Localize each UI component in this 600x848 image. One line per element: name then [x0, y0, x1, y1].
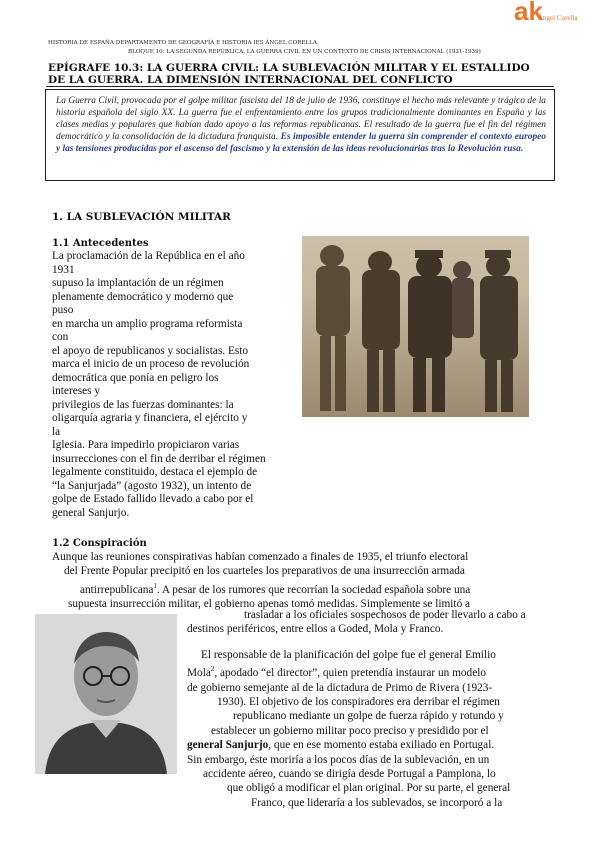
text-line: plenamente democrático y moderno que: [52, 290, 234, 303]
text-line: insurrecciones con el fin de derribar el régimen: [52, 452, 266, 465]
intro-box: [45, 89, 555, 181]
intro-text: [56, 95, 546, 155]
text-line: con: [52, 331, 69, 343]
text-line: en marcha un amplio programa reformista: [52, 317, 243, 330]
intro-highlight: Es imposible entender la guerra sin comprender el contexto europeo y las tensiones producidas por el ascenso del fascismo y la extensión de las ideas revolucionarias tras la Revolución rusa.: [56, 132, 546, 154]
text-line: general Sanjurjo.: [52, 506, 130, 519]
intro-body: La Guerra Civil, provocada por el golpe militar fascista del 18 de julio de 1936, constituye el hecho más relevante y trágico de la historia española del siglo XX. La guerra fue el enfrentamiento entre los grupos tradicionalmente dominantes en España y las clases medias y populares que habían dado apoyo a las reformas republicanas. El resultado de la guerra fue el fin del régimen democrático y la consolidación de la dictadura franquista.: [56, 96, 546, 142]
text-fragment-bold: general Sanjurjo: [187, 739, 269, 752]
text-line: Iglesia. Para impedirlo propiciaron varias: [52, 439, 240, 451]
text-line: Sin embargo, éste moriría a los pocos días de la sublevación, en un: [187, 753, 490, 766]
text-line: golpe de Estado fallido llevado a cabo por el: [52, 493, 254, 505]
footnote-ref: 2: [210, 665, 215, 674]
text-line: que obligó a modificar el plan original. Por su parte, el general: [227, 782, 511, 795]
antecedentes-title: 1.1 Antecedentes: [52, 238, 149, 249]
mola-portrait-illustration: [35, 614, 177, 774]
text-line: el apoyo de republicanos y socialistas. Esto: [52, 344, 249, 357]
text-fragment: , apodado “el director”, quien pretendía instaurar un modelo: [214, 667, 487, 680]
conspiracion-text-right-2: [187, 648, 510, 810]
text-line: del Frente Popular precipitó en los cuarteles los preparativos de una insurrección armada: [64, 565, 465, 578]
officers-photo-illustration: [302, 236, 529, 417]
text-line: oligarquía agraria y financiera, el ejército y: [52, 412, 248, 424]
text-line: privilegios de las fuerzas dominantes: la: [52, 398, 234, 411]
text-fragment: , que en ese momento estaba exiliado en Portugal.: [268, 739, 495, 752]
officers-photo: [302, 236, 529, 417]
text-line: Franco, que lideraría a los sublevados, se incorporó a la: [251, 796, 503, 809]
text-line: republicano mediante un golpe de fuerza rápido y rotundo y: [233, 710, 504, 723]
text-line: accidente aéreo, cuando se dirigía desde Portugal a Pamplona, lo: [203, 768, 496, 781]
footnote-ref: 1: [153, 581, 157, 590]
text-fragment: . A pesar de los rumores que recorrían la sociedad española sobre una: [156, 583, 471, 596]
text-line: Aunque las reuniones conspirativas habían comenzado a finales de 1935, el triunfo electoral: [52, 551, 469, 563]
conspiracion-text-full: [52, 550, 470, 611]
intro-box-top-rule: [46, 86, 554, 87]
logo-mark: ak: [514, 0, 543, 26]
logo: [514, 0, 578, 26]
mola-portrait: [35, 614, 177, 774]
text-line: la: [52, 425, 61, 438]
logo-caption: Ángel Corella: [538, 14, 578, 22]
text-line: 1931: [52, 263, 75, 276]
antecedentes-text: [52, 250, 312, 520]
text-fragment: Mola: [187, 667, 211, 680]
conspiracion-text-right: [187, 608, 526, 637]
section-title: 1. LA SUBLEVACIÓN MILITAR: [52, 211, 231, 223]
text-line: puso: [52, 304, 74, 316]
text-line: destinos periféricos, entre ellos a Goded, Mola y Franco.: [187, 623, 444, 636]
text-line: El responsable de la planificación del golpe fue el general Emilio: [201, 649, 496, 661]
text-line: supuso la implantación de un régimen: [52, 277, 224, 289]
conspiracion-title: 1.2 Conspiración: [52, 538, 147, 549]
text-line: supuesta insurrección militar, el gobierno apenas tomó medidas. Simplemente se limitó a: [68, 597, 471, 610]
text-line: marca el inicio de un proceso de revolución: [52, 358, 250, 370]
text-line: establecer un gobierno militar poco preciso y presidido por el: [211, 724, 489, 737]
text-line: democrática que ponía en peligro los: [52, 371, 219, 384]
text-line: legalmente constituido, destaca el ejemplo de: [52, 466, 258, 478]
header-line-1: HISTORIA DE ESPAÑA DEPARTAMENTO DE GEOGRAFÍA E HISTORIA IES ÁNGEL CORELLA: [48, 40, 317, 46]
epigraph-title: EPÍGRAFE 10.3: LA GUERRA CIVIL: LA SUBLEVACIÓN MILITAR Y EL ESTALLIDO DE LA GUERRA. LA DIMENSIÓN INTERNACIONAL DEL CONFLICTO: [48, 62, 530, 86]
header-line-2: BLOQUE 10: LA SEGUNDA REPÚBLICA. LA GUERRA CIVIL EN UN CONTEXTO DE CRISIS INTERNACIONAL (1931-1939): [128, 49, 481, 55]
text-line: “la Sanjurjada” (agosto 1932), un intento de: [52, 479, 252, 492]
text-line: [187, 738, 510, 752]
text-fragment: antirrepublicana: [80, 583, 154, 596]
text-line: 1930). El objetivo de los conspiradores era derribar el régimen: [217, 695, 500, 708]
text-line: La proclamación de la República en el año: [52, 250, 245, 262]
text-line: [52, 579, 470, 597]
text-line: trasladar a los oficiales sospechosos de poder llevarlo a cabo a: [244, 609, 526, 621]
text-line: [187, 662, 510, 680]
text-line: intereses y: [52, 385, 100, 397]
text-line: de gobierno semejante al de la dictadura de Primo de Rivera (1923-: [187, 681, 493, 694]
